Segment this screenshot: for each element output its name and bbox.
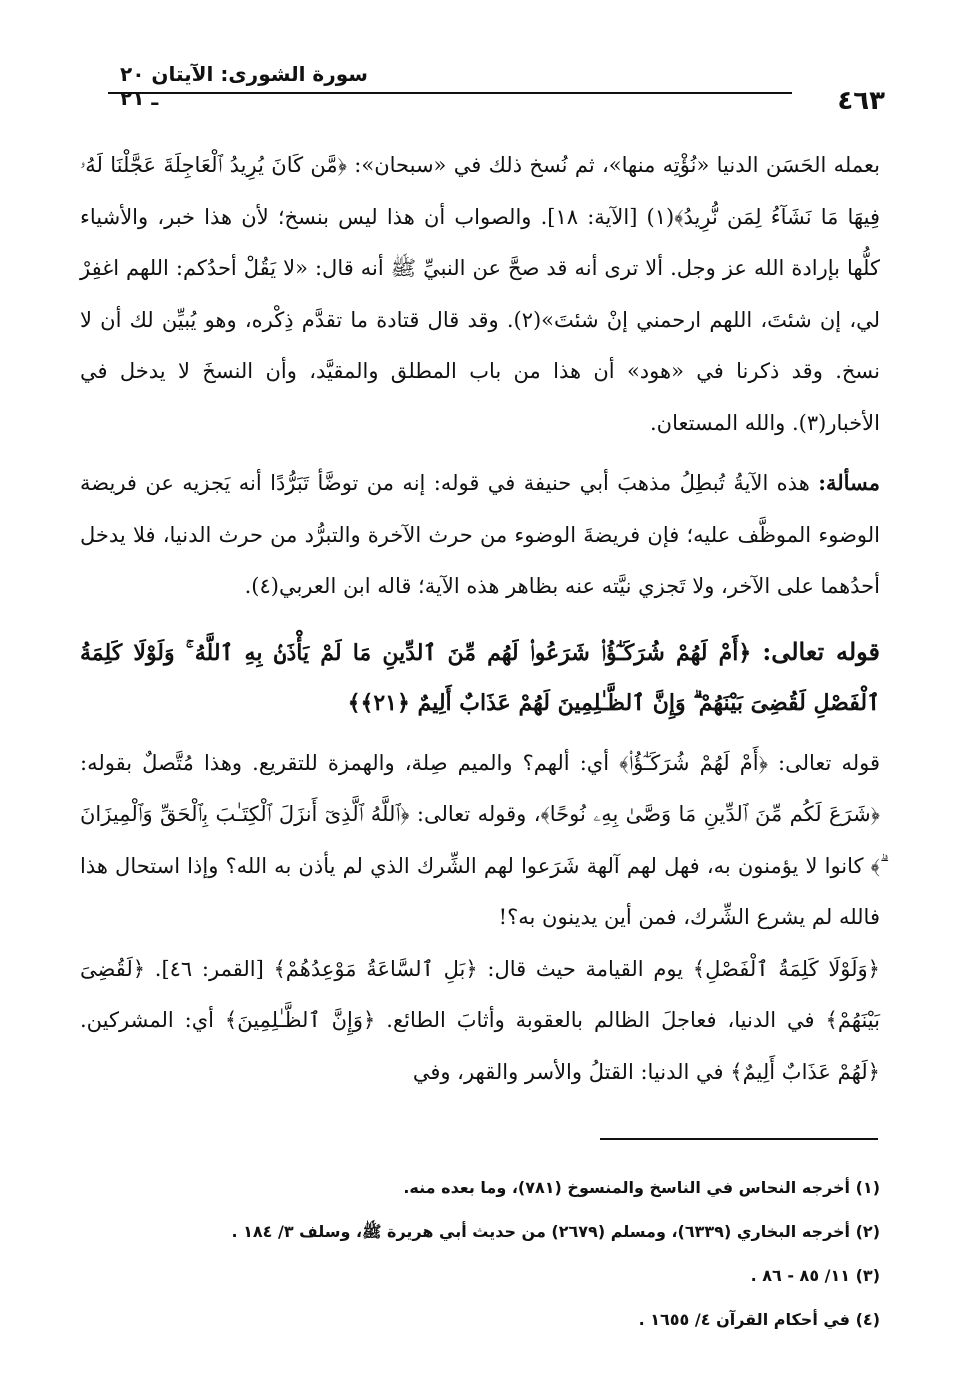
paragraph-commentary-1: قوله تعالى: ﴿أَمْ لَهُمْ شُرَكَـٰٓؤُا۟﴾ أي: ألهم؟ والميم صِلة، والهمزة للتقريع. وهذا مُتَّصلٌ بقوله: ﴿شَرَعَ لَكُم مِّنَ ٱلدِّينِ مَا وَصَّىٰ بِهِۦ نُوحًا﴾، وقوله تعالى: ﴿ٱللَّهُ ٱلَّذِىٓ أَنزَلَ ٱلْكِتَـٰبَ بِٱلْحَقِّ وَٱلْمِيزَانَ ۗ﴾ كانوا لا يؤمنون به، فهل لهم آلهة شَرَعوا لهم الشِّرك الذي لم يأذن به الله؟ وإذا استحال هذا فالله لم يشرع الشِّرك، فمن أين يدينون به؟! [80,750,880,929]
verse-heading [80,627,880,728]
paragraph-commentary-2: ﴿وَلَوْلَا كَلِمَةُ ٱلْفَصْلِ﴾ يوم القيامة حيث قال: ﴿بَلِ ٱلسَّاعَةُ مَوْعِدُهُمْ﴾ [القمر: ٤٦]. ﴿لَقُضِىَ بَيْنَهُمْ﴾ في الدنيا، فعاجلَ الظالم بالعقوبة وأثابَ الطائع. ﴿وَإِنَّ ٱلظَّـٰلِمِينَ﴾ أي: المشركين. ﴿لَهُمْ عَذَابٌ أَلِيمٌ﴾ في الدنيا: القتلُ والأسر والقهر، وفي [80,956,880,1084]
header-divider [108,92,792,94]
masala-text: هذه الآيةُ تُبطِلُ مذهبَ أبي حنيفة في قوله: إنه من توضَّأ تَبَرُّدًا أنه يَجزيه عن فريضة الوضوء الموظَّف عليه؛ فإن فريضةَ الوضوء من حرث الآخرة والتبرُّد من حرث الدنيا، فلا يدخل أحدُهما على الآخر، ولا تَجزي نيَّته عنه بظاهر هذه الآية؛ قاله ابن العربي(٤). [80,471,880,598]
footnote-item: (١) أخرجه النحاس في الناسخ والمنسوخ (٧٨١)، وما بعده منه. [403,1178,880,1197]
masala-label: مسألة: [818,470,880,495]
footnotes [80,1166,880,1342]
footnote-item: (٤) في أحكام القرآن ٤/ ١٦٥٥ . [638,1310,880,1329]
verse-heading-label: قوله تعالى: [762,636,880,666]
footnote-item: (٣) ١١/ ٨٥ - ٨٦ . [750,1266,880,1285]
page-number: ٤٦٣ [837,86,885,116]
paragraph-abrogation: بعمله الحَسَن الدنيا «نُؤْتِه منها»، ثم نُسخ ذلك في «سبحان»: ﴿مَّن كَانَ يُرِيدُ ٱلْعَاجِلَةَ عَجَّلْنَا لَهُۥ فِيهَا مَا نَشَآءُ لِمَن نُّرِيدُ﴾(١) [الآية: ١٨]. والصواب أن هذا ليس بنسخ؛ لأن هذا خبر، والأشياء كلُّها بإرادة الله عز وجل. ألا ترى أنه قد صحَّ عن النبيِّ ﷺ أنه قال: «لا يَقُلْ أحدُكم: اللهم اغفِرْ لي، إن شئتَ، اللهم ارحمني إنْ شئتَ»(٢). وقد قال قتادة ما تقدَّم ذِكْره، وهو يُبيِّن لك أن لا نسخ. وقد ذكرنا في «هود» أن هذا من باب المطلق والمقيَّد، وأن النسخَ لا يدخل في الأخبار(٣). والله المستعان. [80,153,880,435]
paragraph-masala [80,457,880,613]
main-text [80,140,880,1098]
verse-heading-text: ﴿أَمْ لَهُمْ شُرَكَـٰٓؤُا۟ شَرَعُوا۟ لَهُم مِّنَ ٱلدِّينِ مَا لَمْ يَأْذَنۢ بِهِ ٱللَّهُ ۚ وَلَوْلَا كَلِمَةُ ٱلْفَصْلِ لَقُضِىَ بَيْنَهُمْ ۗ وَإِنَّ ٱلظَّـٰلِمِينَ لَهُمْ عَذَابٌ أَلِيمٌ ﴿٢١﴾﴾ [80,639,880,716]
running-header-title: سورة الشورى: الآيتان ٢٠ ـ ٢١ [120,62,368,110]
footnote-item: (٢) أخرجه البخاري (٦٣٣٩)، ومسلم (٢٦٧٩) من حديث أبي هريرة ﷺ، وسلف ٣/ ١٨٤ . [231,1222,880,1241]
footnote-divider [600,1138,878,1140]
